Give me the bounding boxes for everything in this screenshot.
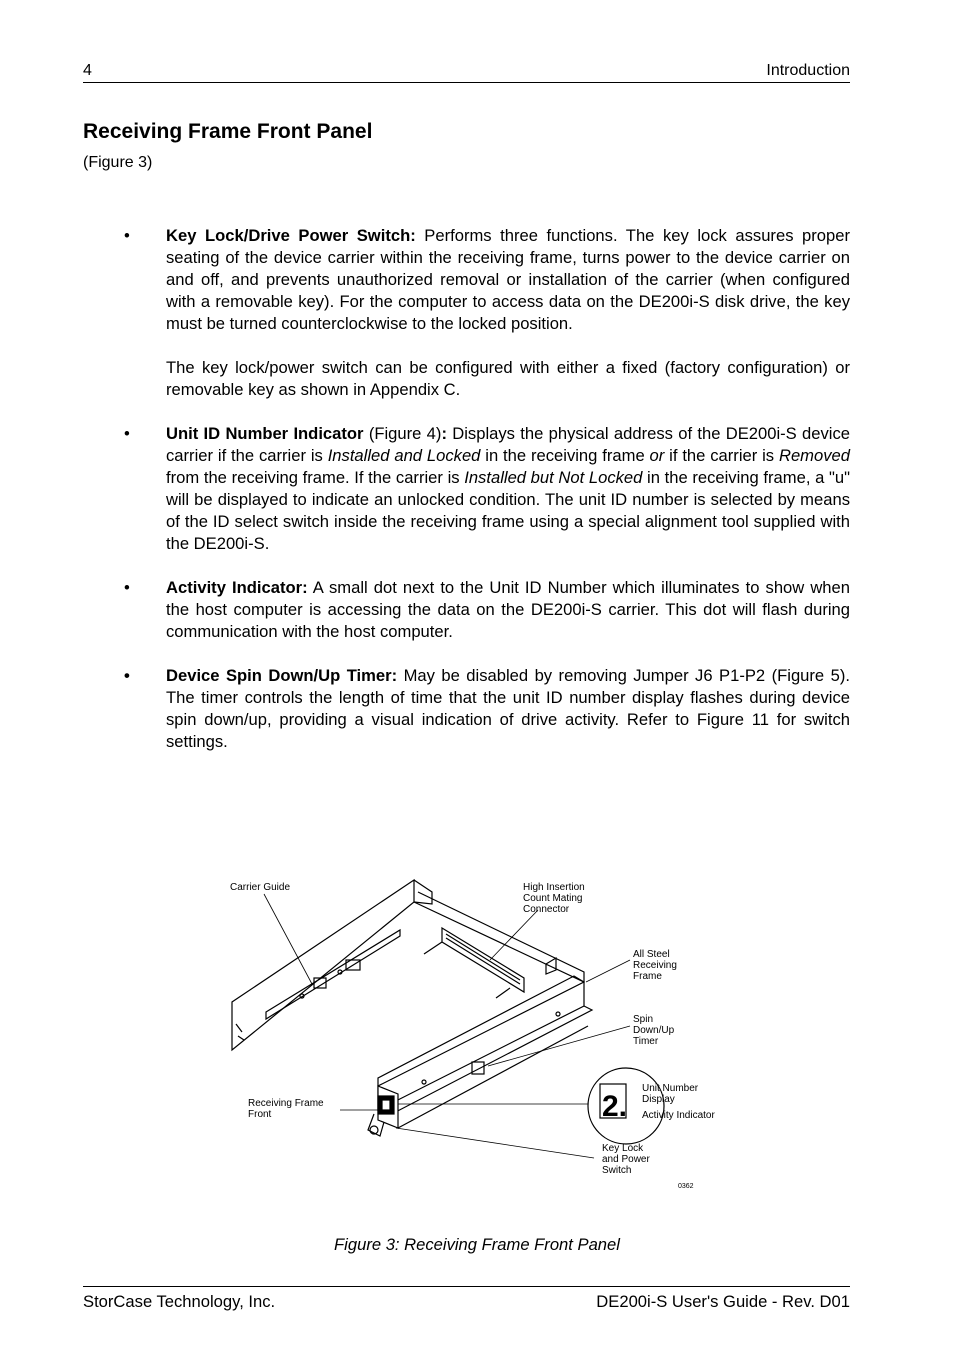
- list-item: [124, 423, 850, 555]
- item-paragraph: [166, 665, 850, 753]
- list-item: [124, 665, 850, 753]
- label-connector-2: Count Mating: [523, 893, 583, 904]
- item-emphasis: Removed: [778, 446, 850, 465]
- label-activity: Activity Indicator: [642, 1110, 715, 1121]
- label-drawing-number: 0362: [678, 1183, 694, 1190]
- label-frame-2: Receiving: [633, 960, 677, 971]
- bullet: •: [124, 666, 130, 685]
- item-paragraph: [166, 225, 850, 335]
- label-key-1: Key Lock: [602, 1143, 644, 1154]
- item-text: May be disabled by removing Jumper J6 P1-P2 (Figure 5). The timer controls the length of time that the unit ID number display flashes during device spin down/up, providing a visual indication of drive activity. Refer to Figure 11 for switch settings.: [166, 666, 850, 751]
- label-carrier-guide: Carrier Guide: [230, 882, 291, 893]
- item-term: Device Spin Down/Up Timer:: [166, 666, 398, 685]
- item-text: in the receiving frame: [480, 446, 650, 465]
- item-text: Performs three functions. The key lock assures proper seating of the device carrier within the receiving frame, turns power to the device carrier on and off, and prevents unauthorized removal or installation of the carrier (when configured with a removable key). For the computer to access data on the DE200i-S disk drive, the key must be turned counterclockwise to the locked position.: [166, 226, 851, 333]
- label-key-2: and Power: [602, 1154, 650, 1165]
- bullet: •: [124, 424, 130, 443]
- page-title: Receiving Frame Front Panel: [83, 120, 373, 143]
- item-term: Key Lock/Drive Power Switch:: [166, 226, 416, 245]
- label-unit-1: Unit Number: [642, 1083, 699, 1094]
- label-front-2: Front: [248, 1109, 272, 1120]
- label-timer-1: Spin: [633, 1014, 654, 1025]
- label-frame-1: All Steel: [633, 949, 670, 960]
- item-emphasis: Installed and Locked: [327, 446, 481, 465]
- item-term: Unit ID Number Indicator: [166, 424, 364, 443]
- page-header: [83, 60, 850, 83]
- footer-company: StorCase Technology, Inc.: [83, 1292, 276, 1311]
- label-front-1: Receiving Frame: [248, 1098, 324, 1109]
- feature-list: [124, 225, 850, 775]
- item-paragraph-2: The key lock/power switch can be configured with either a fixed (factory configuration) or removable key as shown in Appendix C.: [166, 358, 850, 399]
- section-name: Introduction: [766, 62, 850, 79]
- list-item: [124, 225, 850, 401]
- item-emphasis: or: [649, 446, 665, 465]
- label-frame-3: Frame: [633, 971, 662, 982]
- label-timer-3: Timer: [633, 1036, 659, 1047]
- item-ref: (Figure 4): [363, 424, 442, 443]
- item-text: in the receiving frame, a "u" will be displayed to indicate an unlocked condition. The unit ID number is selected by means of the ID select switch inside the receiving frame using a special alignment tool supplied with the DE200i-S.: [166, 468, 850, 553]
- unit-number-digit: 2.: [602, 1090, 628, 1123]
- figure-receiving-frame: [228, 874, 732, 1194]
- frame-drawing: [228, 874, 732, 1194]
- item-text: from the receiving frame. If the carrier is: [166, 468, 465, 487]
- item-text: Displays the physical address of the DE200i-S device carrier if the carrier is: [166, 424, 850, 465]
- footer-document: DE200i-S User's Guide - Rev. D01: [596, 1292, 850, 1311]
- list-item: [124, 577, 850, 643]
- item-text: A small dot next to the Unit ID Number which illuminates to show when the host computer is accessing the data on the DE200i-S carrier. This dot will flash during communication with the host computer.: [166, 578, 850, 641]
- label-unit-2: Display: [642, 1094, 675, 1105]
- item-colon: :: [441, 424, 447, 443]
- figure-caption: Figure 3: Receiving Frame Front Panel: [334, 1235, 620, 1254]
- label-key-3: Switch: [602, 1165, 632, 1176]
- item-paragraph: [166, 577, 850, 643]
- label-connector-3: Connector: [523, 904, 570, 915]
- item-term: Activity Indicator:: [166, 578, 308, 597]
- item-text: if the carrier is: [664, 446, 779, 465]
- item-emphasis: Installed but Not Locked: [464, 468, 643, 487]
- figure-reference: (Figure 3): [83, 154, 153, 171]
- callout-labels: [230, 882, 715, 1190]
- label-connector-1: High Insertion: [523, 882, 585, 893]
- page-footer: [83, 1286, 850, 1311]
- label-timer-2: Down/Up: [633, 1025, 675, 1036]
- bullet: •: [124, 578, 130, 597]
- item-paragraph: [166, 423, 850, 555]
- page-number: 4: [83, 62, 92, 79]
- bullet: •: [124, 226, 130, 245]
